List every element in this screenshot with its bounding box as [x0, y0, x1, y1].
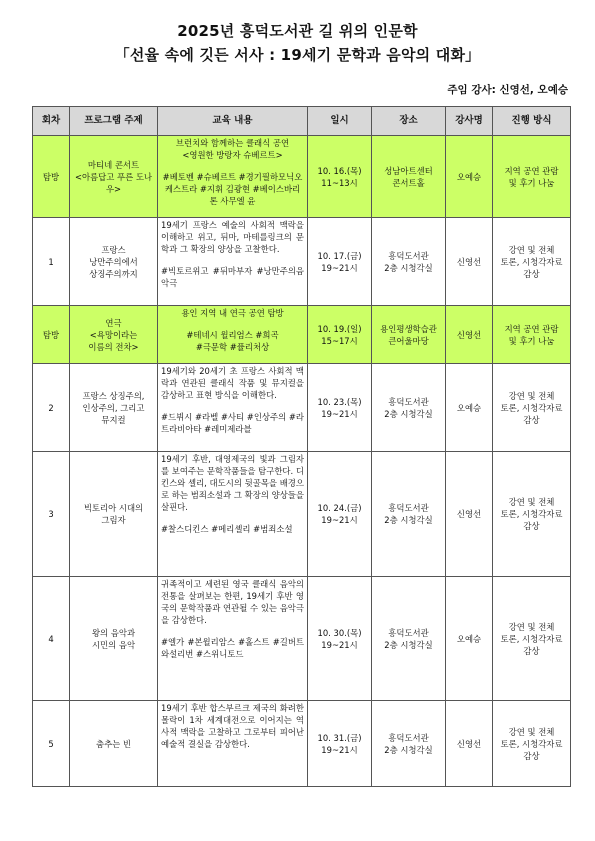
- cell-content: [158, 364, 308, 452]
- page-title: 2025년 흥덕도서관 길 위의 인문학: [177, 22, 418, 40]
- content-description: 용인 지역 내 연극 공연 탐방: [181, 308, 284, 318]
- cell-instructor: 오예승: [446, 136, 493, 218]
- cell-content: [158, 218, 308, 306]
- cell-topic: 프랑스 낭만주의에서 상징주의까지: [70, 218, 158, 306]
- cell-datetime: 10. 24.(금) 19~21시: [308, 452, 372, 577]
- header-content: 교육 내용: [158, 107, 308, 136]
- cell-place: 흥덕도서관 2층 시청각실: [372, 701, 446, 787]
- cell-place: 용인평생학습관 큰어울마당: [372, 306, 446, 364]
- cell-instructor: 오예승: [446, 577, 493, 701]
- cell-content: [158, 452, 308, 577]
- content-hashtags: #테네시 윌리엄스 #희곡 #극문학 #퓰리처상: [186, 330, 279, 352]
- table-row: [33, 452, 571, 577]
- cell-instructor: 신영선: [446, 701, 493, 787]
- content-description: 19세기 후반 합스부르크 제국의 화려한 몰락이 1차 세계대전으로 이어지는 역사적 맥락을 고찰하고 그로부터 피어난 예술적 결실을 감상한다.: [161, 703, 304, 749]
- cell-instructor: 신영선: [446, 452, 493, 577]
- cell-datetime: 10. 23.(목) 19~21시: [308, 364, 372, 452]
- cell-session: 5: [33, 701, 70, 787]
- cell-datetime: 10. 19.(일) 15~17시: [308, 306, 372, 364]
- cell-session: 2: [33, 364, 70, 452]
- cell-place: 흥덕도서관 2층 시청각실: [372, 577, 446, 701]
- cell-session: 3: [33, 452, 70, 577]
- cell-method: 지역 공연 관람 및 후기 나눔: [493, 306, 571, 364]
- cell-session: 1: [33, 218, 70, 306]
- cell-session: 탐방: [33, 136, 70, 218]
- cell-topic: 프랑스 상징주의, 인상주의, 그리고 뮤지컬: [70, 364, 158, 452]
- cell-topic: 연극 <욕망이라는 이름의 전차>: [70, 306, 158, 364]
- cell-datetime: 10. 17.(금) 19~21시: [308, 218, 372, 306]
- cell-content: [158, 306, 308, 364]
- page-subtitle: 「선율 속에 깃든 서사 : 19세기 문학과 음악의 대화」: [114, 46, 481, 64]
- table-row: [33, 306, 571, 364]
- table-row: [33, 577, 571, 701]
- content-description: 19세기 프랑스 예술의 사회적 맥락을 이해하고 위고, 뒤마, 마테를링크의 문학과 그 확장의 양상을 고찰한다.: [161, 220, 304, 254]
- cell-session: 4: [33, 577, 70, 701]
- cell-content: [158, 577, 308, 701]
- cell-instructor: 신영선: [446, 218, 493, 306]
- cell-method: 강연 및 전체 토론, 시청각자료 감상: [493, 577, 571, 701]
- table-row: [33, 218, 571, 306]
- cell-place: 흥덕도서관 2층 시청각실: [372, 218, 446, 306]
- content-hashtags: #찰스디킨스 #메리셸리 #범죄소설: [161, 524, 293, 534]
- cell-datetime: 10. 16.(목) 11~13시: [308, 136, 372, 218]
- cell-method: 강연 및 전체 토론, 시청각자료 감상: [493, 701, 571, 787]
- cell-content: [158, 136, 308, 218]
- header-datetime: 일시: [308, 107, 372, 136]
- content-hashtags: #베토벤 #슈베르트 #경기필하모닉오케스트라 #지휘 김광현 #베이스바리톤 사무엘 윤: [162, 172, 303, 206]
- cell-datetime: 10. 30.(목) 19~21시: [308, 577, 372, 701]
- cell-content: [158, 701, 308, 787]
- table-row: [33, 364, 571, 452]
- schedule-table: [32, 106, 571, 787]
- lecturers-line: 주임 강사: 신영선, 오예승: [447, 84, 568, 96]
- cell-topic: 마티네 콘서트 <아름답고 푸른 도나우>: [70, 136, 158, 218]
- content-description: 19세기와 20세기 초 프랑스 사회적 맥락과 연관된 클래식 작품 및 뮤지컬을 감상하고 표현 방식을 이해한다.: [161, 366, 304, 400]
- cell-session: 탐방: [33, 306, 70, 364]
- header-instructor: 강사명: [446, 107, 493, 136]
- header-session: 회차: [33, 107, 70, 136]
- table-row: [33, 136, 571, 218]
- content-hashtags: #빅토르위고 #뒤마부자 #낭만주의음악극: [161, 266, 304, 288]
- cell-method: 강연 및 전체 토론, 시청각자료 감상: [493, 364, 571, 452]
- table-row: [33, 701, 571, 787]
- cell-method: 강연 및 전체 토론, 시청각자료 감상: [493, 218, 571, 306]
- cell-place: 흥덕도서관 2층 시청각실: [372, 364, 446, 452]
- header-topic: 프로그램 주제: [70, 107, 158, 136]
- cell-topic: 빅토리아 시대의 그림자: [70, 452, 158, 577]
- cell-instructor: 오예승: [446, 364, 493, 452]
- cell-topic: 춤추는 빈: [70, 701, 158, 787]
- table-header-row: [33, 107, 571, 136]
- content-description: 브런치와 함께하는 클래식 공연 <영원한 방랑자 슈베르트>: [175, 138, 290, 160]
- cell-method: 강연 및 전체 토론, 시청각자료 감상: [493, 452, 571, 577]
- content-description: 19세기 후반, 대영제국의 빛과 그림자를 보여주는 문학작품들을 탐구한다. 디킨스와 셸리, 대도시의 뒷골목을 배경으로 하는 범죄소설과 그 확장의 양상들을 살핀다.: [161, 454, 304, 512]
- cell-place: 성남아트센터 콘서트홀: [372, 136, 446, 218]
- header-method: 진행 방식: [493, 107, 571, 136]
- header-place: 장소: [372, 107, 446, 136]
- cell-instructor: 신영선: [446, 306, 493, 364]
- cell-topic: 왕의 음악과 시민의 음악: [70, 577, 158, 701]
- cell-datetime: 10. 31.(금) 19~21시: [308, 701, 372, 787]
- content-hashtags: #드뷔시 #라벨 #사티 #인상주의 #라트라비아타 #레미제라블: [161, 412, 304, 434]
- content-description: 귀족적이고 세련된 영국 클래식 음악의 전통을 살펴보는 한편, 19세기 후반 영국의 문학작품과 연관될 수 있는 음악극을 감상한다.: [161, 579, 304, 625]
- content-hashtags: #엘가 #본윌리암스 #홀스트 #길버트와설리번 #스위니토드: [161, 637, 304, 659]
- cell-method: 지역 공연 관람 및 후기 나눔: [493, 136, 571, 218]
- cell-place: 흥덕도서관 2층 시청각실: [372, 452, 446, 577]
